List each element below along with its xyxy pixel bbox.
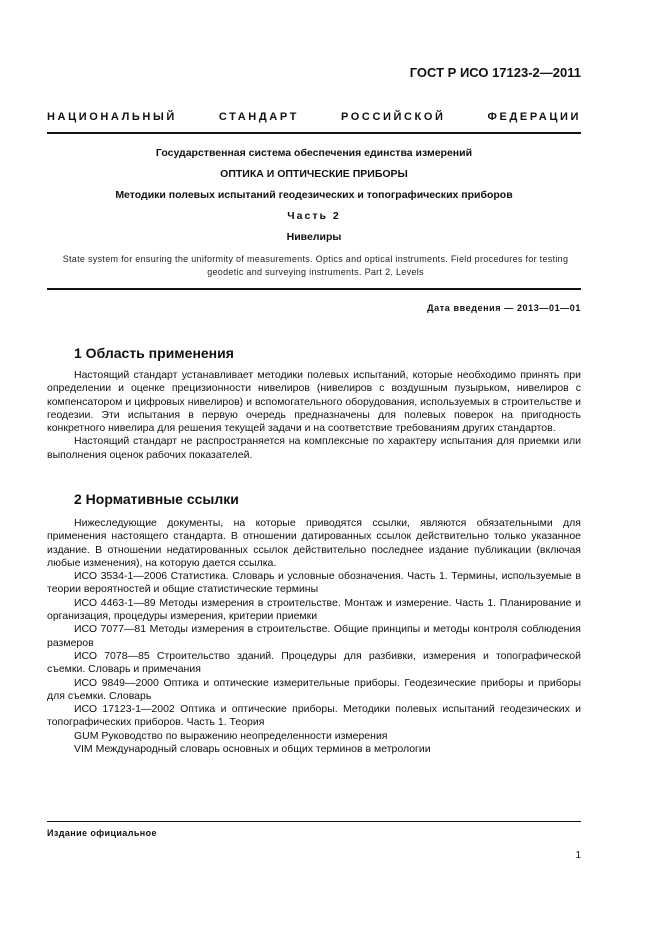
title-system: Государственная система обеспечения единства измерений: [155, 147, 473, 159]
reference-item: ИСО 17123-1—2002 Оптика и оптические приборы. Методики полевых испытаний геодезических и топографических приборов. Часть 1. Теория: [47, 703, 581, 729]
section2-body: [47, 517, 581, 756]
reference-item: ИСО 4463-1—89 Методы измерения в строительстве. Монтаж и измерение. Часть 1. Планирование и организация, процедуры измерения, критерии приемки: [47, 596, 581, 623]
reference-item: ИСО 9849—2000 Оптика и оптические измерительные приборы. Геодезические приборы и приборы для съемки. Словарь: [47, 676, 581, 702]
footer-divider: [47, 821, 581, 822]
official-edition-label: Издание официальное: [47, 828, 157, 838]
header-divider: [47, 132, 581, 134]
title-part: Часть 2: [287, 210, 341, 222]
title-optics: ОПТИКА И ОПТИЧЕСКИЕ ПРИБОРЫ: [220, 168, 408, 180]
section2-heading: 2 Нормативные ссылки: [74, 491, 239, 507]
title-methods: Методики полевых испытаний геодезических и топографических приборов: [115, 189, 513, 201]
section1-heading: 1 Область применения: [74, 345, 234, 361]
introduction-date: Дата введения — 2013—01—01: [427, 303, 581, 313]
section1-paragraph: Настоящий стандарт устанавливает методики полевых испытаний, которые необходимо принять при определении и оценке прецизионности нивелиров (нивелиров с воздушным пузырьком, нивелиров с компенсатором и цифровых нивелиров) и вспомогательного оборудования, используемых в строительстве и геодезии. Эти испытания в первую очередь предназначены для полевых поверок на пригодность конкретного нивелира для решения текущей задачи и на соответствие требованиям других стандартов.: [47, 369, 581, 435]
reference-item: ИСО 7078—85 Строительство зданий. Процедуры для разбивки, измерения и топографической съемки. Словарь и примечания: [47, 649, 581, 676]
national-standard-banner: НАЦИОНАЛЬНЫЙ СТАНДАРТ РОССИЙСКОЙ ФЕДЕРАЦИИ: [47, 111, 581, 123]
page-number: 1: [575, 850, 581, 861]
reference-item: VIM Международный словарь основных и общих терминов в метрологии: [74, 743, 431, 756]
standard-code: ГОСТ Р ИСО 17123-2—2011: [409, 65, 581, 80]
title-subject: Нивелиры: [286, 231, 342, 243]
reference-item: ИСО 7077—81 Методы измерения в строительстве. Общие принципы и методы контроля соблюдения размеров: [47, 623, 581, 649]
section1-paragraph: Настоящий стандарт не распространяется на комплексные по характеру испытания для приемки или выполнения оценок рабочих показателей.: [47, 435, 581, 461]
reference-item: GUM Руководство по выражению неопределенности измерения: [74, 729, 388, 742]
section2-intro: Нижеследующие документы, на которые приводятся ссылки, являются обязательными для применения настоящего стандарта. В отношении датированных ссылок действительно только указанное издание. В отношении недатированных ссылок действительно последнее издание публикации (включая любые изменения), на которую дается ссылка.: [47, 517, 581, 569]
reference-item: ИСО 3534-1—2006 Статистика. Словарь и условные обозначения. Часть 1. Термины, используемые в теории вероятностей и общие статистические термины: [47, 570, 581, 596]
title-divider: [47, 288, 581, 290]
title-english: State system for ensuring the uniformity of measurements. Optics and optical instruments. Field procedures for testing geodetic and surveying instruments. Part 2. Levels: [62, 254, 569, 277]
section1-body: [47, 369, 581, 462]
